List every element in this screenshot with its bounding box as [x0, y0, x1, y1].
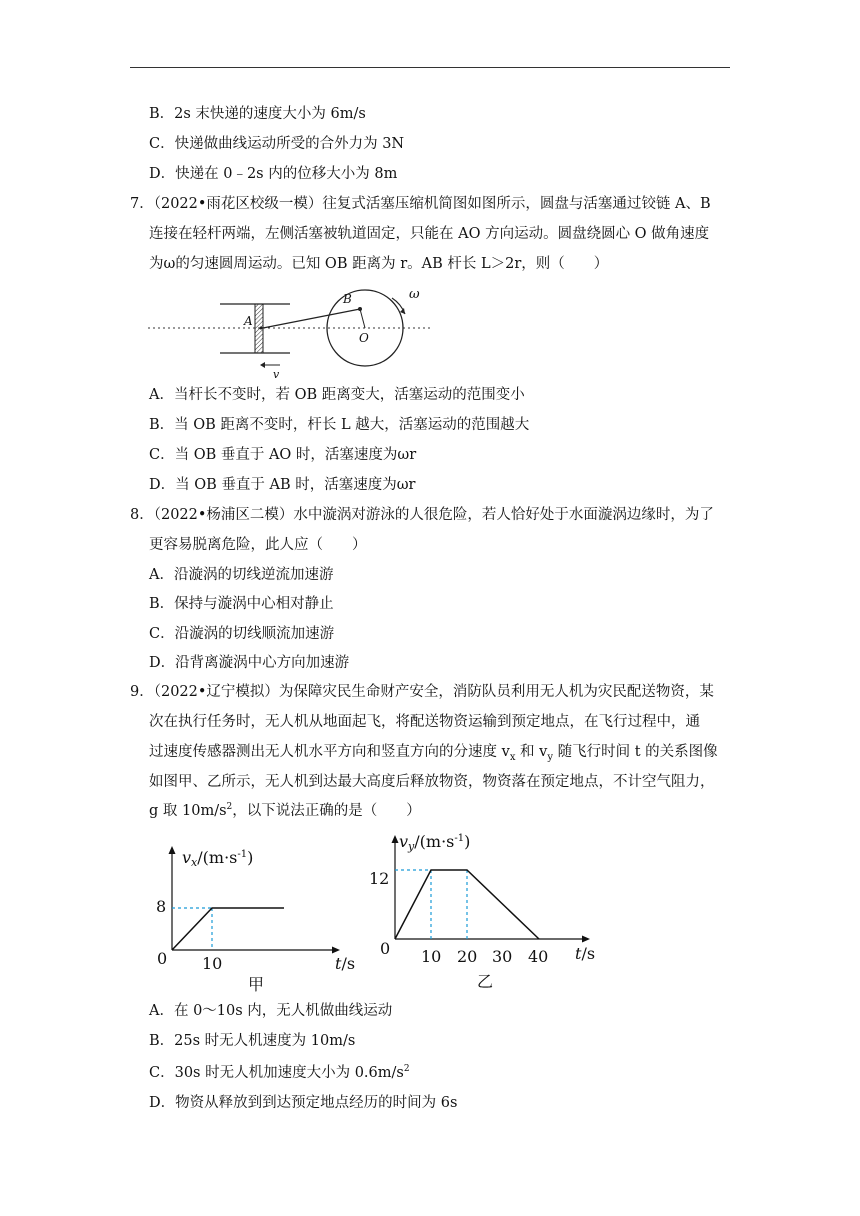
radius-ob — [360, 309, 365, 328]
q8-stem-line1: 8．（2022•杨浦区二模）水中漩涡对游泳的人很危险，若人恰好处于水面漩涡边缘时，为了 — [130, 507, 714, 523]
hinge-b — [358, 307, 362, 311]
q9-option-c: C．30s 时无人机加速度大小为 $0.6m/s^2$ — [149, 1064, 410, 1081]
q9-stem-line4: 如图甲、乙所示，无人机到达最大高度后释放物资，物资落在预定地点，不计空气阻力， — [149, 774, 715, 790]
chart-yi-vy — [365, 825, 615, 995]
header-rule — [130, 67, 730, 68]
yi-xtick-0: 0 — [380, 939, 391, 958]
q9-stem-line2: 次在执行任务时，无人机从地面起飞，将配送物资运输到预定地点，在飞行过程中，通 — [149, 714, 700, 730]
q7-option-d: D．当 OB 垂直于 AB 时，活塞速度为ωr — [149, 477, 416, 493]
q8-stem-line2: 更容易脱离危险，此人应（ ） — [149, 537, 367, 553]
prev-option-d: D．快递在 0﹣2s 内的位移大小为 8m — [149, 166, 398, 182]
q8-option-a: A．沿漩涡的切线逆流加速游 — [149, 567, 334, 583]
jia-ytick-8: 8 — [156, 897, 167, 916]
yi-xlabel: t/s — [575, 944, 596, 963]
yi-ytick-12: 12 — [369, 869, 390, 888]
label-a: A — [244, 314, 253, 328]
label-v: v — [273, 368, 280, 381]
q7-compressor-figure — [140, 278, 440, 382]
prev-option-b: B．2s 末快递的速度大小为 6m/s — [149, 106, 366, 122]
q9-option-d: D．物资从释放到到达预定地点经历的时间为 6s — [149, 1095, 458, 1111]
jia-title: 甲 — [248, 975, 265, 993]
yi-series-line — [395, 870, 539, 939]
q7-option-b: B．当 OB 距离不变时，杆长 L 越大，活塞运动的范围越大 — [149, 417, 530, 433]
q8-option-c: C．沿漩涡的切线顺流加速游 — [149, 626, 335, 642]
label-o: O — [359, 331, 369, 345]
jia-xlabel: t/s — [335, 954, 356, 973]
jia-xtick-0: 0 — [157, 949, 168, 968]
jia-series-line — [172, 908, 284, 950]
label-omega: ω — [409, 287, 420, 302]
yi-xtick-10: 10 — [421, 947, 442, 966]
jia-xtick-10: 10 — [202, 954, 223, 973]
q7-stem-line3: 为ω的匀速圆周运动。已知 OB 距离为 r。AB 杆长 L＞2r，则（ ） — [149, 256, 609, 272]
q7-option-c: C．当 OB 垂直于 AO 时，活塞速度为ωr — [149, 447, 417, 463]
label-b: B — [343, 292, 352, 306]
yi-xtick-30: 30 — [492, 947, 513, 966]
yi-xtick-40: 40 — [528, 947, 549, 966]
yi-title: 乙 — [477, 972, 494, 991]
q7-stem-line2: 连接在轻杆两端，左侧活塞被轨道固定，只能在 AO 方向运动。圆盘绕圆心 O 做角速度 — [149, 226, 710, 242]
hinge-a — [260, 327, 263, 330]
yi-ylabel: $vy/(m\cdot s^{-1})$ — [399, 832, 471, 853]
q7-stem-line1: 7．（2022•雨花区校级一模）往复式活塞压缩机简图如图所示，圆盘与活塞通过铰链 A、B — [130, 196, 711, 212]
prev-option-c: C．快递做曲线运动所受的合外力为 3N — [149, 136, 405, 152]
q9-stem-line1: 9．（2022•辽宁模拟）为保障灾民生命财产安全，消防队员利用无人机为灾民配送物资，某 — [130, 684, 714, 700]
chart-jia-vx — [150, 838, 360, 993]
q8-option-b: B．保持与漩涡中心相对静止 — [149, 596, 334, 612]
q9-option-b: B．25s 时无人机速度为 10m/s — [149, 1033, 356, 1049]
q8-option-d: D．沿背离漩涡中心方向加速游 — [149, 655, 350, 671]
q9-option-a: A．在 0～10s 内，无人机做曲线运动 — [149, 1003, 393, 1019]
q9-stem-line3: 过速度传感器测出无人机水平方向和竖直方向的分速度 $v_x$ 和 $v_y$ 随飞行时间 t 的关系图像 — [149, 744, 718, 763]
q7-option-a: A．当杆长不变时，若 OB 距离变大，活塞运动的范围变小 — [149, 387, 525, 403]
q9-stem-line5: g 取 $10m/s^2$，以下说法正确的是（ ） — [149, 802, 421, 819]
yi-xtick-20: 20 — [457, 947, 478, 966]
rod-ab — [263, 309, 360, 328]
jia-ylabel: $vx/(m\cdot s^{-1})$ — [182, 848, 254, 869]
